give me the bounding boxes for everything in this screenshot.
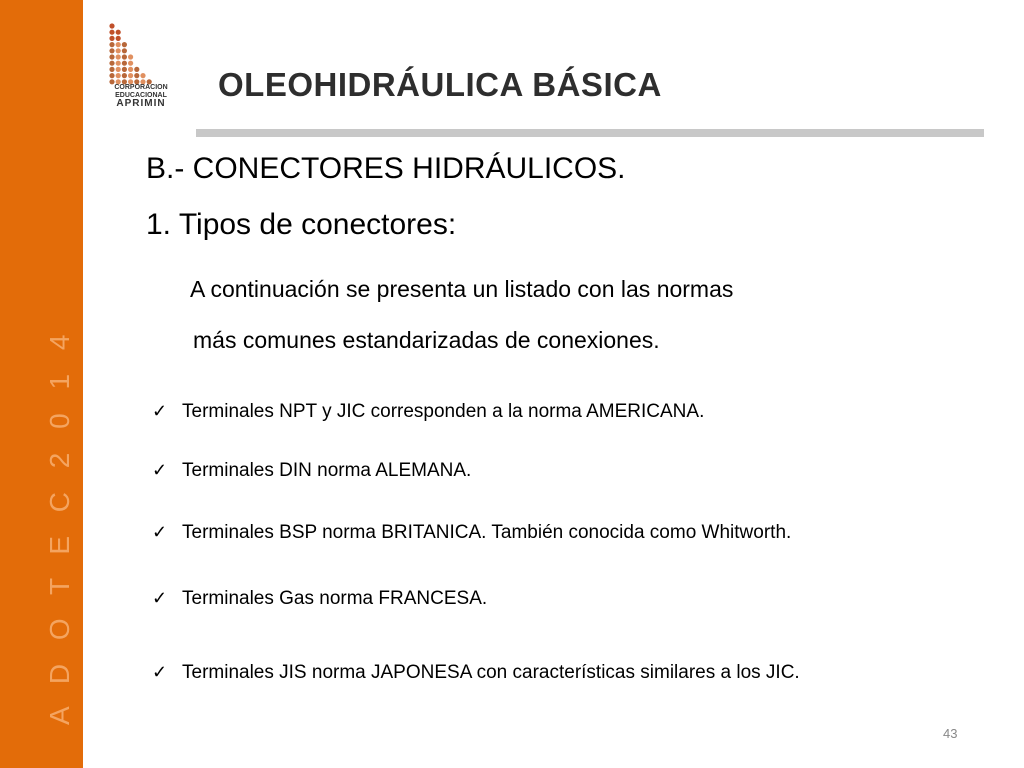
logo-dot: [128, 67, 133, 72]
check-icon: ✓: [152, 460, 168, 480]
logo-dot: [128, 61, 133, 66]
logo-dot: [109, 30, 114, 35]
list-item-text: Terminales NPT y JIC corresponden a la norma AMERICANA.: [182, 401, 705, 422]
list-item-text: Terminales DIN norma ALEMANA.: [182, 460, 472, 481]
logo-dot: [122, 61, 127, 66]
logo-dot: [116, 42, 121, 47]
logo-brand: APRIMIN: [116, 98, 166, 109]
logo-dot: [140, 73, 145, 78]
list-item: [152, 588, 487, 610]
logo-dot: [122, 42, 127, 47]
logo-dot: [109, 42, 114, 47]
logo-dot: [109, 48, 114, 53]
logo-dot: [122, 54, 127, 59]
check-icon: ✓: [152, 662, 168, 682]
list-item-text: Terminales Gas norma FRANCESA.: [182, 588, 488, 609]
logo-dot: [116, 48, 121, 53]
logo-dot: [116, 30, 121, 35]
section-subheading: 1. Tipos de conectores:: [146, 208, 457, 241]
logo-dot: [109, 36, 114, 41]
list-item-text: Terminales JIS norma JAPONESA con características similares a los JIC.: [182, 662, 800, 683]
logo-dot: [116, 36, 121, 41]
list-item: [152, 522, 791, 544]
intro-paragraph-line-1: A continuación se presenta un listado con las normas: [190, 276, 734, 302]
logo-dot: [116, 54, 121, 59]
intro-paragraph-line-2: más comunes estandarizadas de conexiones.: [193, 327, 660, 353]
logo-dot: [128, 54, 133, 59]
page-number: 43: [943, 726, 958, 741]
logo-dot: [122, 73, 127, 78]
logo-dot: [109, 23, 114, 28]
logo-line-2: EDUCACIONAL: [115, 92, 167, 99]
logo-line-1: CORPORACION: [114, 84, 168, 91]
logo-dot: [122, 67, 127, 72]
logo-dot: [109, 54, 114, 59]
check-icon: ✓: [152, 588, 168, 608]
logo-dot: [116, 61, 121, 66]
title-divider: [196, 129, 984, 137]
page-title: OLEOHIDRÁULICA BÁSICA: [218, 66, 662, 103]
check-icon: ✓: [152, 522, 168, 542]
section-heading: B.- CONECTORES HIDRÁULICOS.: [146, 152, 626, 185]
logo-dot: [128, 73, 133, 78]
logo-caption: [106, 84, 176, 108]
logo-dot: [116, 73, 121, 78]
list-item-text: Terminales BSP norma BRITANICA. También conocida como Whitworth.: [182, 522, 792, 543]
logo-dot: [116, 67, 121, 72]
check-icon: ✓: [152, 401, 168, 421]
logo-dot: [122, 48, 127, 53]
logo-dot: [134, 67, 139, 72]
sidebar-vertical-text: A D O T E C 2 0 1 4: [44, 326, 75, 725]
logo-dot: [109, 67, 114, 72]
list-item: [152, 662, 800, 684]
logo-dot: [134, 73, 139, 78]
logo-dot: [109, 61, 114, 66]
logo-dot: [109, 73, 114, 78]
list-item: [152, 401, 704, 423]
list-item: [152, 460, 471, 482]
